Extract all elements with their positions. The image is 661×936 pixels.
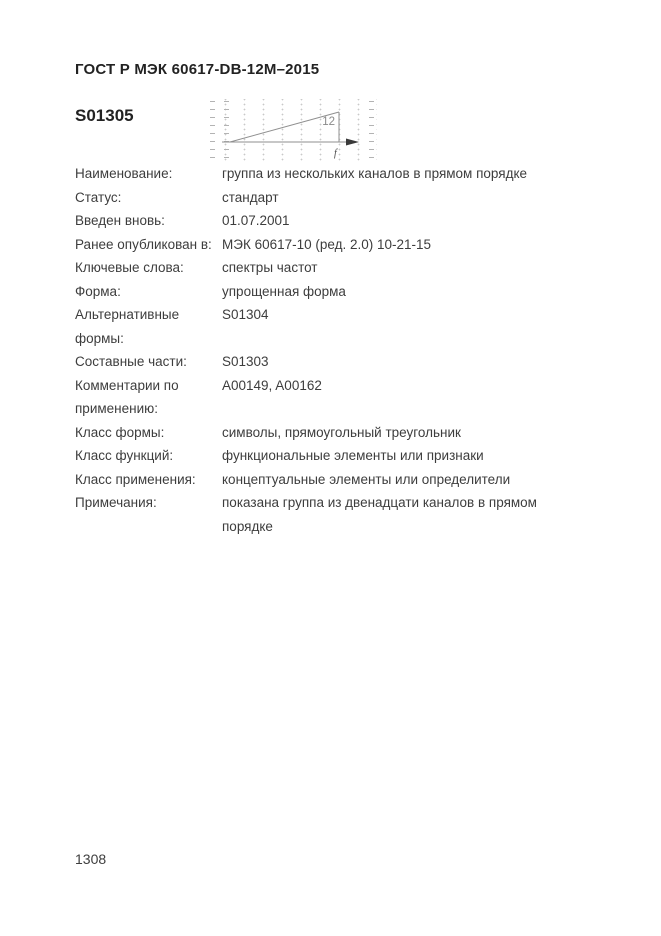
field-value: спектры частот — [222, 260, 318, 275]
table-row — [75, 491, 552, 538]
table-row — [75, 444, 552, 468]
table-row — [75, 233, 552, 257]
field-label: Составные части: — [75, 354, 187, 369]
table-row — [75, 350, 552, 374]
field-value: показана группа из двенадцати каналов в прямом порядке — [222, 495, 537, 534]
field-value: концептуальные элементы или определители — [222, 471, 511, 487]
field-label: Введен вновь: — [75, 213, 165, 228]
field-value: стандарт — [222, 189, 279, 205]
field-value: группа из нескольких каналов в прямом порядке — [222, 166, 528, 181]
table-row — [75, 468, 552, 492]
field-label: Комментарии по применению: — [75, 377, 179, 416]
field-value: S01304 — [222, 307, 269, 322]
field-label: Альтернативные формы: — [75, 307, 180, 346]
field-label: Статус: — [75, 189, 122, 205]
field-label: Класс функций: — [75, 448, 174, 463]
table-row — [75, 303, 552, 350]
field-label: Класс применения: — [75, 471, 196, 487]
table-row — [75, 162, 552, 186]
channel-group-symbol-diagram — [209, 99, 377, 163]
field-value: МЭК 60617-10 (ред. 2.0) 10-21-15 — [222, 236, 432, 252]
table-row — [75, 374, 552, 421]
axis-label: f — [334, 148, 337, 159]
document-title: ГОСТ Р МЭК 60617-DB-12M–2015 — [75, 61, 320, 78]
field-value: A00149, A00162 — [222, 377, 322, 393]
field-label: Наименование: — [75, 166, 173, 181]
channel-count-label: 12 — [322, 116, 335, 128]
symbol-id: S01305 — [75, 106, 134, 125]
fields-table — [75, 162, 552, 538]
field-value: функциональные элементы или признаки — [222, 448, 484, 463]
field-label: Ранее опубликован в: — [75, 236, 212, 252]
field-value: S01303 — [222, 354, 269, 369]
field-value: символы, прямоугольный треугольник — [222, 424, 461, 440]
table-row — [75, 209, 552, 233]
field-label: Форма: — [75, 283, 121, 299]
field-label: Ключевые слова: — [75, 260, 184, 275]
field-label: Примечания: — [75, 495, 157, 510]
field-value: упрощенная форма — [222, 283, 346, 299]
table-row — [75, 280, 552, 304]
arrowhead-icon — [346, 139, 359, 146]
field-value: 01.07.2001 — [222, 213, 290, 228]
triangle-symbol-graphic — [209, 99, 377, 163]
field-label: Класс формы: — [75, 424, 165, 440]
page-number: 1308 — [75, 851, 107, 867]
table-row — [75, 256, 552, 280]
table-row — [75, 421, 552, 445]
table-row — [75, 186, 552, 210]
